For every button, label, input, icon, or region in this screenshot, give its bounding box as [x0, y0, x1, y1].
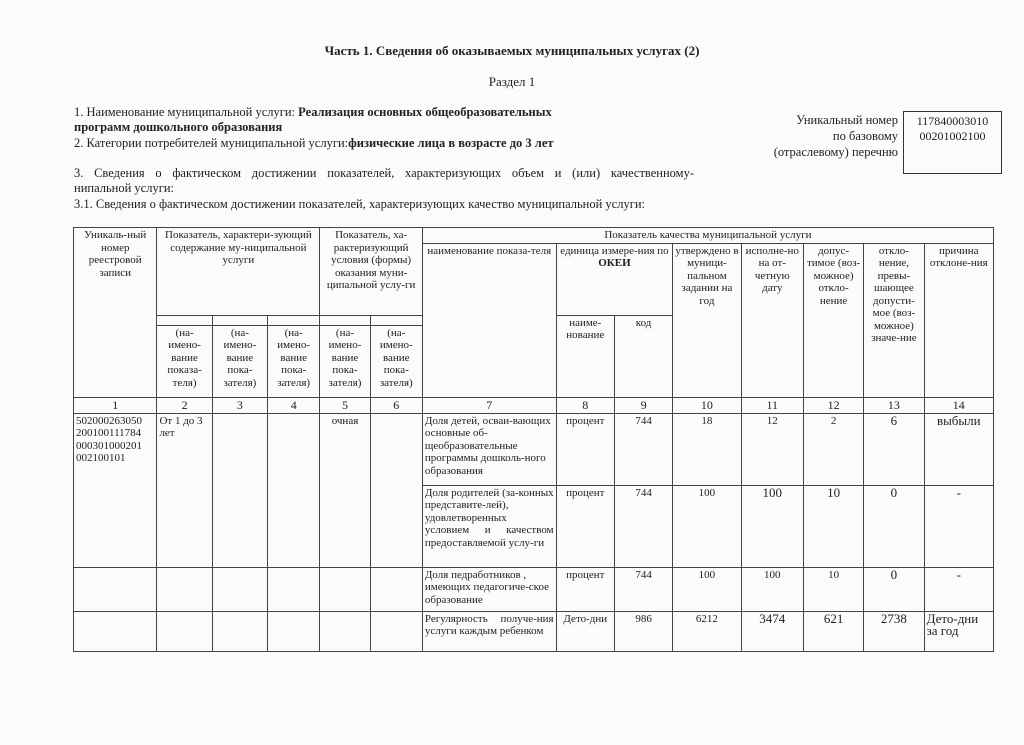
header-allowed: допус-тимое (воз-можное) откло-нение	[803, 243, 863, 397]
col-number: 8	[556, 397, 614, 413]
row-reason: Дето-дни за год	[924, 611, 993, 651]
table-row	[74, 567, 994, 611]
unique-label-2: по базовому	[832, 129, 898, 143]
row-deviation: 2738	[864, 611, 924, 651]
row-empty-2	[157, 611, 212, 651]
service-name-line	[74, 105, 552, 120]
header-unit-okei: ОКЕИ	[598, 257, 631, 269]
row-form: очная	[320, 413, 370, 567]
service-name-value-cont: программ дошкольного образования	[74, 120, 283, 134]
row-allowed: 10	[803, 485, 863, 567]
header-approved: утверждено в муници-пальном задании на год	[673, 243, 741, 397]
header-actual: исполне-но на от-четную дату	[741, 243, 803, 397]
col-number: 11	[741, 397, 803, 413]
col-number: 3	[212, 397, 267, 413]
unique-number-label	[740, 112, 898, 160]
row-indicator-name: Доля родителей (за-конных представите-лей), удовлетворенных условием и качеством предоставляемой услу-ги	[422, 485, 556, 567]
quality-indicators-table	[73, 227, 994, 652]
row-allowed: 2	[803, 413, 863, 485]
row-reason: -	[924, 485, 993, 567]
row-empty-3	[212, 413, 267, 567]
row-actual: 12	[741, 413, 803, 485]
column-number-row	[74, 397, 994, 413]
row-approved: 18	[673, 413, 741, 485]
col-number: 5	[320, 397, 370, 413]
col-number: 7	[422, 397, 556, 413]
header-empty-4	[268, 315, 320, 325]
row-regnum: 502000263050 200100111784 000301000201 002100101	[74, 413, 157, 567]
header-unit-label: единица измере-ния по	[560, 244, 669, 257]
header-regnum: Уникаль-ный номер реестровой записи	[74, 228, 157, 398]
row-empty-4	[268, 413, 320, 567]
row-empty-5	[320, 611, 370, 651]
unique-label-1: Уникальный номер	[796, 113, 898, 127]
row-empty-1	[74, 611, 157, 651]
header-conditions: Показатель, ха-рактеризующий условия (формы) оказания муни-ципальной услу-ги	[320, 228, 423, 316]
row-empty-6	[370, 567, 422, 611]
col-number: 1	[74, 397, 157, 413]
row-approved: 100	[673, 485, 741, 567]
header-sub-3: (на-имено-вание пока-зателя)	[212, 325, 267, 397]
header-empty-2	[157, 315, 212, 325]
row-code: 744	[614, 413, 672, 485]
row-unit: процент	[556, 567, 614, 611]
row-indicator-name: Доля педработников , имеющих педагогиче-ское образование	[422, 567, 556, 611]
row-deviation: 0	[864, 485, 924, 567]
row-code: 986	[614, 611, 672, 651]
row-reason: -	[924, 567, 993, 611]
col-number: 9	[614, 397, 672, 413]
header-empty-3	[212, 315, 267, 325]
row-age-group: От 1 до 3 лет	[157, 413, 212, 567]
table-row	[74, 413, 994, 485]
row-unit: процент	[556, 485, 614, 567]
header-unit-code: код	[614, 315, 672, 397]
header-reason: причина отклоне-ния	[924, 243, 993, 397]
header-sub-4: (на-имено-вание пока-зателя)	[268, 325, 320, 397]
row-empty-6	[370, 413, 422, 567]
table-row	[74, 611, 994, 651]
header-sub-2: (на-имено-вание показа-теля)	[157, 325, 212, 397]
section-title: Раздел 1	[488, 74, 536, 89]
col-number: 13	[864, 397, 924, 413]
unique-number-box	[903, 111, 1002, 174]
col-number: 12	[803, 397, 863, 413]
row-allowed: 621	[803, 611, 863, 651]
header-deviation: откло-нение, превы-шающее допусти-мое (воз-можное) значе-ние	[864, 243, 924, 397]
row-code: 744	[614, 567, 672, 611]
row-empty-3	[212, 611, 267, 651]
consumer-category-line	[74, 136, 554, 151]
page-title: Часть 1. Сведения об оказываемых муниципальных услугах (2)	[324, 43, 700, 58]
row-reason: выбыли	[924, 413, 993, 485]
consumer-category-value: физические лица в возрасте до 3 лет	[348, 136, 554, 150]
info-item-3-cont: нипальной услуги:	[74, 181, 174, 195]
row-actual: 3474	[741, 611, 803, 651]
col-number: 2	[157, 397, 212, 413]
unique-code-1: 117840003010	[916, 114, 989, 128]
header-empty-5	[320, 315, 370, 325]
header-quality: Показатель качества муниципальной услуги	[422, 228, 993, 244]
row-code: 744	[614, 485, 672, 567]
row-actual: 100	[741, 567, 803, 611]
header-unit-name: наиме-нование	[556, 315, 614, 397]
unique-code-2: 00201002100	[919, 129, 986, 143]
row-empty-4	[268, 567, 320, 611]
row-indicator-name: Регулярность получе-ния услуги каждым ребенком	[422, 611, 556, 651]
row-approved: 6212	[673, 611, 741, 651]
row-empty-6	[370, 611, 422, 651]
col-number: 14	[924, 397, 993, 413]
info-item-3-1: 3.1. Сведения о фактическом достижении показателей, характеризующих качество муниципальной услуги:	[74, 197, 646, 211]
row-allowed: 10	[803, 567, 863, 611]
unique-label-3: (отраслевому) перечню	[773, 145, 898, 159]
row-indicator-name: Доля детей, осваи-вающих основные об-щеобразовательные программы дошколь-ного образования	[422, 413, 556, 485]
header-row-1	[74, 228, 994, 244]
header-empty-6	[370, 315, 422, 325]
row-empty-5	[320, 567, 370, 611]
row-deviation: 6	[864, 413, 924, 485]
row-deviation: 0	[864, 567, 924, 611]
col-number: 4	[268, 397, 320, 413]
header-content: Показатель, характери-зующий содержание му-ниципальной услуги	[157, 228, 320, 316]
header-sub-6: (на-имено-вание пока-зателя)	[370, 325, 422, 397]
row-empty-1	[74, 567, 157, 611]
row-unit: процент	[556, 413, 614, 485]
row-unit: Дето-дни	[556, 611, 614, 651]
row-empty-2	[157, 567, 212, 611]
row-empty-4	[268, 611, 320, 651]
service-name-label: 1. Наименование муниципальной услуги:	[74, 105, 299, 119]
header-unit	[556, 243, 673, 315]
row-empty-3	[212, 567, 267, 611]
service-name-value: Реализация основных общеобразовательных	[298, 105, 552, 119]
header-sub-5: (на-имено-вание пока-зателя)	[320, 325, 370, 397]
row-approved: 100	[673, 567, 741, 611]
info-item-3: 3. Сведения о фактическом достижении показателей, характеризующих объем и (или) качественному-	[74, 166, 694, 180]
col-number: 10	[673, 397, 741, 413]
col-number: 6	[370, 397, 422, 413]
row-actual: 100	[741, 485, 803, 567]
header-indicator-name: наименование показа-теля	[422, 243, 556, 397]
consumer-category-label: 2. Категории потребителей муниципальной услуги:	[74, 136, 349, 150]
